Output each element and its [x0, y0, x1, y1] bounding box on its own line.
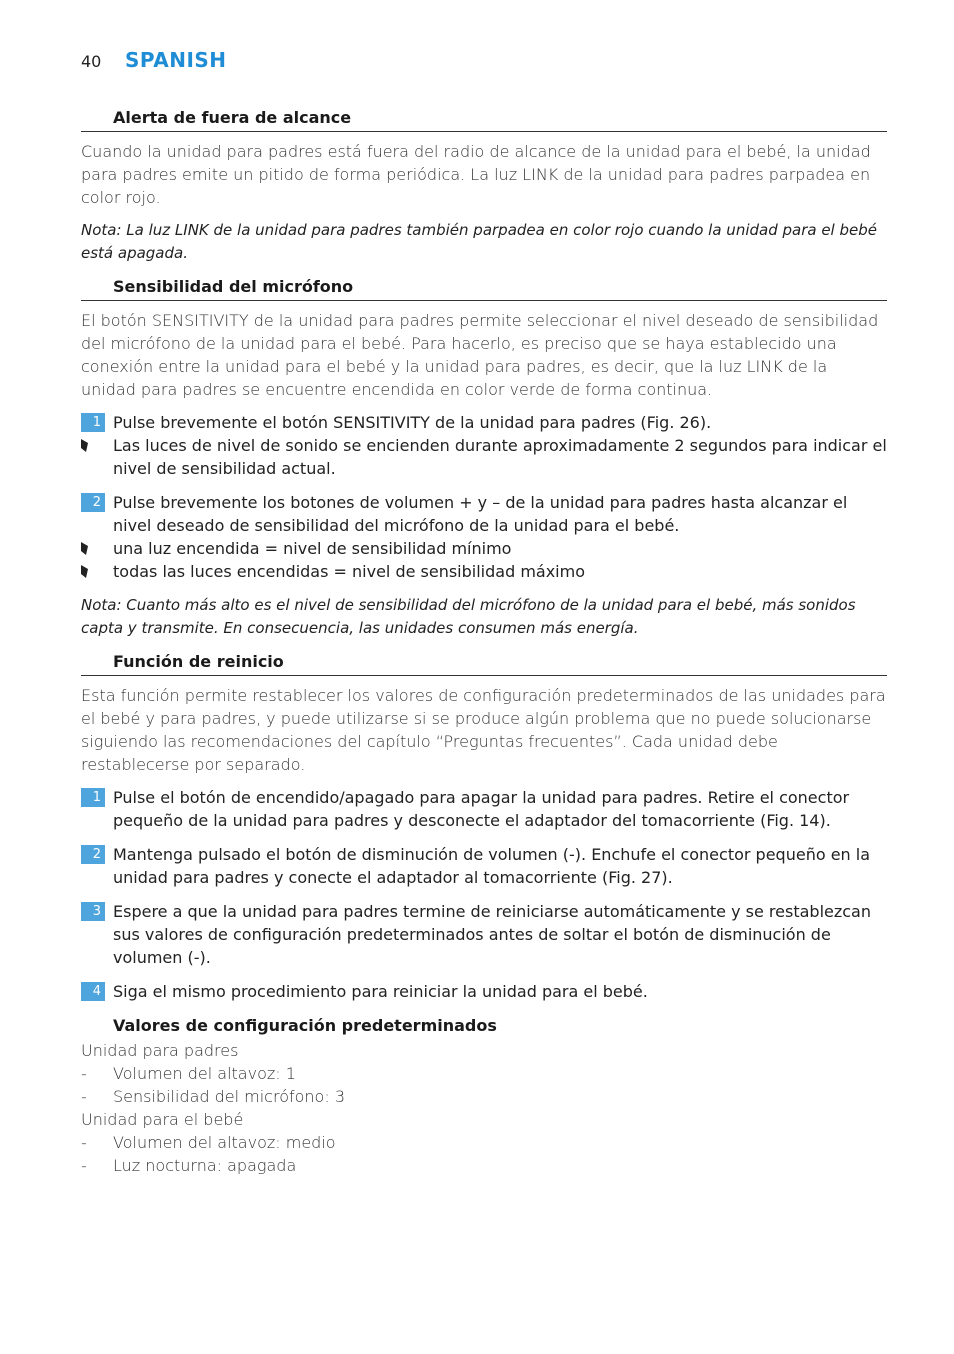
reset-step-3-block	[81, 900, 887, 969]
list-item-text: Luz nocturna: apagada	[113, 1156, 297, 1175]
note-sensitivity: Nota: Cuanto más alto es el nivel de sensibilidad del micrófono de la unidad para el bebé, más sonidos capta y transmite. En consecuencia, las unidades consumen más energía.	[81, 596, 856, 637]
dash-marker: -	[81, 1064, 87, 1083]
reset-step-4-block	[81, 980, 887, 1003]
step-text: Pulse el botón de encendido/apagado para apagar la unidad para padres. Retire el conector pequeño de la unidad para padres y desconecte el adaptador del tomacorriente (Fig. 14).	[113, 788, 850, 830]
result-item	[81, 434, 887, 480]
list-item	[81, 1154, 887, 1177]
step-text: Pulse brevemente el botón SENSITIVITY de la unidad para padres (Fig. 26).	[113, 413, 712, 432]
sensitivity-step-2-block	[81, 491, 887, 583]
result-text: una luz encendida = nivel de sensibilidad mínimo	[113, 539, 512, 558]
reset-step-2-block	[81, 843, 887, 889]
step-number-badge: 1	[81, 413, 105, 432]
step-item	[81, 900, 887, 969]
result-arrow-icon	[81, 542, 88, 555]
step-text: Mantenga pulsado el botón de disminución de volumen (-). Enchufe el conector pequeño en la unidad para padres y conecte el adaptador al tomacorriente (Fig. 27).	[113, 845, 871, 887]
list-item-text: Volumen del altavoz: medio	[113, 1133, 336, 1152]
paragraph-sensitivity: El botón SENSITIVITY de la unidad para padres permite seleccionar el nivel deseado de sensibilidad del micrófono de la unidad para el bebé. Para hacerlo, es preciso que se haya establecido una conexión entre la unidad para el bebé y la unidad para padres, es decir, que la luz LINK de la unidad para padres se encuentre encendida en color verde de forma continua.	[81, 311, 879, 399]
step-text: Siga el mismo procedimiento para reiniciar la unidad para el bebé.	[113, 982, 648, 1001]
section-title-sensitivity: Sensibilidad del micrófono	[81, 275, 887, 301]
sensitivity-step-1-block	[81, 411, 887, 480]
section-title-reset: Función de reinicio	[81, 650, 887, 676]
step-item	[81, 786, 887, 832]
step-number-badge: 1	[81, 788, 105, 807]
list-item	[81, 1062, 887, 1085]
result-item	[81, 560, 887, 583]
list-item-text: Sensibilidad del micrófono: 3	[113, 1087, 345, 1106]
result-arrow-icon	[81, 439, 88, 452]
step-text: Pulse brevemente los botones de volumen + y – de la unidad para padres hasta alcanzar el nivel deseado de sensibilidad del micrófono de la unidad para el bebé.	[113, 493, 848, 535]
step-item	[81, 980, 887, 1003]
result-arrow-icon	[81, 565, 88, 578]
paragraph-range-alert: Cuando la unidad para padres está fuera del radio de alcance de la unidad para el bebé, la unidad para padres emite un pitido de forma periódica. La luz LINK de la unidad para padres parpadea en color rojo.	[81, 142, 871, 207]
language-label: SPANISH	[125, 48, 227, 72]
list-item	[81, 1085, 887, 1108]
step-item	[81, 491, 887, 537]
result-text: Las luces de nivel de sonido se encienden durante aproximadamente 2 segundos para indicar el nivel de sensibilidad actual.	[113, 436, 887, 478]
paragraph-reset: Esta función permite restablecer los valores de configuración predeterminados de las unidades para el bebé y para padres, y puede utilizarse si se produce algún problema que no puede solucionarse siguiendo las recomendaciones del capítulo “Preguntas frecuentes”. Cada unidad debe restablecerse por separado.	[81, 686, 886, 774]
baby-unit-heading: Unidad para el bebé	[81, 1110, 244, 1129]
parent-unit-heading: Unidad para padres	[81, 1041, 239, 1060]
step-text: Espere a que la unidad para padres termine de reiniciarse automáticamente y se restablezcan sus valores de configuración predeterminados antes de soltar el botón de disminución de volumen (-).	[113, 902, 871, 967]
section-title-defaults: Valores de configuración predeterminados	[113, 1016, 497, 1035]
reset-step-1-block	[81, 786, 887, 832]
step-number-badge: 4	[81, 982, 105, 1001]
page-content	[81, 106, 887, 1177]
step-item	[81, 843, 887, 889]
dash-marker: -	[81, 1156, 87, 1175]
step-number-badge: 2	[81, 845, 105, 864]
dash-marker: -	[81, 1087, 87, 1106]
step-item	[81, 411, 887, 434]
note-range-alert: Nota: La luz LINK de la unidad para padres también parpadea en color rojo cuando la unidad para el bebé está apagada.	[81, 221, 877, 262]
dash-marker: -	[81, 1133, 87, 1152]
result-item	[81, 537, 887, 560]
page-number: 40	[81, 52, 102, 71]
list-item-text: Volumen del altavoz: 1	[113, 1064, 296, 1083]
list-item	[81, 1131, 887, 1154]
step-number-badge: 2	[81, 493, 105, 512]
step-number-badge: 3	[81, 902, 105, 921]
section-title-range-alert: Alerta de fuera de alcance	[81, 106, 887, 132]
result-text: todas las luces encendidas = nivel de sensibilidad máximo	[113, 562, 585, 581]
